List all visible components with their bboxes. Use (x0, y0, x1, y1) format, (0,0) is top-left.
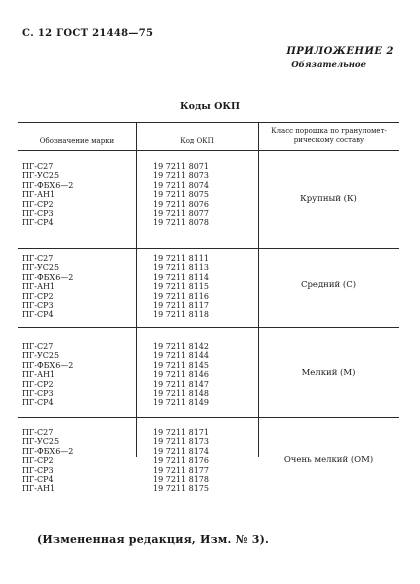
code-cell: 19 7211 8117 (153, 301, 209, 311)
okp-codes-table (18, 122, 399, 494)
mark-cell: ПГ-СР3 (22, 389, 54, 399)
mark-cell: ПГ-С27 (22, 428, 54, 437)
mark-cell: ПГ-СР3 (22, 465, 54, 475)
mark-cell: ПГ-УС25 (22, 171, 60, 181)
mark-cell: ПГ-АН1 (22, 370, 56, 380)
page-header: С. 12 ГОСТ 21448—75 (22, 28, 154, 39)
code-cell: 19 7211 8071 (153, 162, 209, 171)
mark-cell: ПГ-ФБХ6—2 (22, 360, 74, 370)
code-cell: 19 7211 8077 (153, 209, 209, 219)
code-cell: 19 7211 8142 (153, 342, 209, 351)
mark-cell: ПГ-СР4 (22, 398, 54, 408)
code-cell: 19 7211 8146 (153, 370, 209, 380)
class-cell: Мелкий (М) (301, 368, 356, 378)
mark-cell: ПГ-СР4 (22, 218, 54, 228)
mark-list (22, 162, 73, 228)
mark-cell: ПГ-ФБХ6—2 (22, 272, 74, 282)
mark-list (22, 342, 73, 408)
code-cell: 19 7211 8114 (153, 272, 209, 282)
mark-cell: ПГ-АН1 (22, 190, 56, 200)
mark-cell: ПГ-СР2 (22, 199, 54, 209)
code-cell: 19 7211 8111 (153, 254, 209, 263)
mark-cell: ПГ-УС25 (22, 437, 60, 447)
code-cell: 19 7211 8115 (153, 282, 209, 292)
code-cell: 19 7211 8113 (153, 263, 209, 273)
class-cell: Очень мелкий (ОМ) (283, 455, 374, 465)
code-cell: 19 7211 8078 (153, 218, 209, 228)
class-cell: Крупный (К) (300, 194, 357, 204)
code-cell: 19 7211 8075 (153, 190, 209, 200)
code-cell: 19 7211 8174 (153, 446, 209, 456)
code-cell: 19 7211 8171 (153, 428, 209, 437)
code-cell: 19 7211 8076 (153, 199, 209, 209)
mark-cell: ПГ-С27 (22, 162, 54, 171)
appendix-title: ПРИЛОЖЕНИЕ 2 (286, 46, 394, 57)
code-list (153, 162, 209, 228)
mark-cell: ПГ-С27 (22, 254, 54, 263)
mark-list (22, 428, 73, 494)
code-cell: 19 7211 8173 (153, 437, 209, 447)
code-cell: 19 7211 8148 (153, 389, 209, 399)
code-cell: 19 7211 8145 (153, 360, 209, 370)
mark-cell: ПГ-УС25 (22, 263, 60, 273)
group-separator (18, 417, 399, 418)
mark-cell: ПГ-С27 (22, 342, 54, 351)
mark-cell: ПГ-СР3 (22, 209, 54, 219)
column-header-code: Код ОКП (180, 137, 214, 145)
code-list (153, 254, 209, 320)
group-separator (18, 327, 399, 328)
column-divider (136, 122, 137, 457)
code-cell: 19 7211 8149 (153, 398, 209, 408)
mark-list (22, 254, 73, 320)
header-separator (18, 150, 399, 151)
table-top-border (18, 122, 399, 123)
mark-cell: ПГ-АН1 (22, 484, 56, 494)
code-cell: 19 7211 8176 (153, 456, 209, 466)
column-header-mark: Обозначение марки (39, 137, 115, 145)
mark-cell: ПГ-УС25 (22, 351, 60, 361)
code-cell: 19 7211 8175 (153, 484, 209, 494)
mark-cell: ПГ-СР2 (22, 291, 54, 301)
mark-cell: ПГ-СР2 (22, 456, 54, 466)
mark-cell: ПГ-СР4 (22, 310, 54, 320)
mark-cell: ПГ-СР2 (22, 379, 54, 389)
code-cell: 19 7211 8074 (153, 180, 209, 190)
mark-cell: ПГ-ФБХ6—2 (22, 180, 74, 190)
code-list (153, 342, 209, 408)
column-header-class: Класс порошка по грануломет-рическому составу (271, 127, 387, 144)
code-cell: 19 7211 8118 (153, 310, 209, 320)
code-cell: 19 7211 8178 (153, 475, 209, 485)
code-cell: 19 7211 8073 (153, 171, 209, 181)
appendix-subtitle: Обязательное (291, 60, 366, 70)
code-cell: 19 7211 8116 (153, 291, 209, 301)
group-separator (18, 248, 399, 249)
mark-cell: ПГ-АН1 (22, 282, 56, 292)
mark-cell: ПГ-ФБХ6—2 (22, 446, 74, 456)
mark-cell: ПГ-СР4 (22, 475, 54, 485)
table-title: Коды ОКП (179, 101, 241, 112)
code-cell: 19 7211 8147 (153, 379, 209, 389)
code-cell: 19 7211 8144 (153, 351, 209, 361)
code-list (153, 428, 209, 494)
code-cell: 19 7211 8177 (153, 465, 209, 475)
class-cell: Средний (С) (300, 280, 357, 290)
mark-cell: ПГ-СР3 (22, 301, 54, 311)
amendment-note: (Измененная редакция, Изм. № 3). (37, 533, 270, 546)
